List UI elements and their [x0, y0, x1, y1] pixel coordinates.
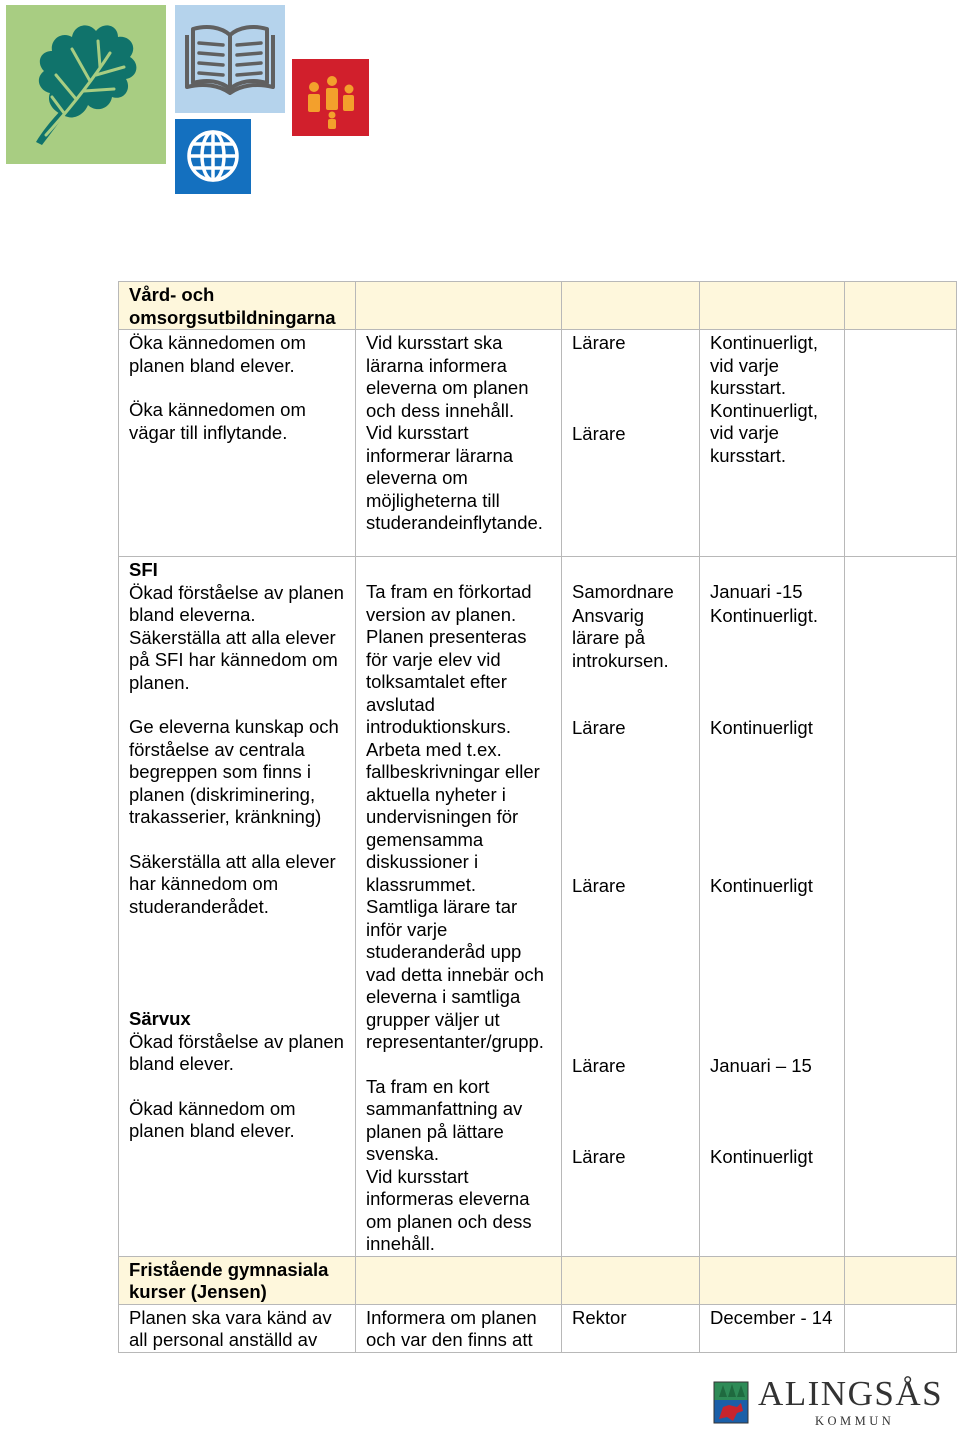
goal-cell: [119, 330, 356, 557]
oak-leaf-logo-tile: [6, 5, 166, 164]
goal-text: Ge eleverna kunskap och förståelse av centrala begreppen som finns i planen (diskriminering, trakasserier, kränkning): [129, 716, 339, 827]
spacer: [710, 559, 836, 581]
action-text: Ta fram en kort sammanfattning av planen på lättare svenska.: [366, 1075, 523, 1164]
action-text: Ta fram en förkortad version av planen.: [366, 581, 532, 625]
empty-cell: [845, 557, 957, 1257]
action-text: Samtliga lärare tar inför varje studeranderåd upp vad detta innebär och eleverna i samtliga grupper väljer ut representanter/grupp.: [366, 896, 544, 1052]
timeline-text: Kontinuerligt: [710, 874, 813, 896]
empty-cell: [845, 330, 957, 557]
timeline-text: Kontinuerligt: [710, 717, 813, 738]
oak-leaf-icon: [6, 5, 166, 164]
section-heading-row: [119, 1256, 957, 1304]
section-heading-sfi: SFI: [129, 559, 158, 580]
timeline-text: Kontinuerligt, vid varje kursstart.: [710, 399, 818, 466]
timeline-text: Januari – 15: [710, 1055, 812, 1076]
table-row: [119, 330, 957, 557]
spacer: [366, 559, 553, 581]
action-text: Vid kursstart informeras eleverna om planen och dess innehåll.: [366, 1165, 532, 1254]
responsible-text: Rektor: [572, 1306, 627, 1328]
open-book-logo-tile: [175, 5, 285, 113]
spacer: [572, 672, 691, 717]
goal-cell: [119, 1304, 356, 1352]
goal-text: Öka kännedomen om planen bland elever.: [129, 332, 306, 376]
globe-logo-tile: [175, 119, 251, 194]
empty-cell: [562, 282, 700, 330]
family-icon: [292, 59, 369, 136]
action-text: Informera om planen och var den finns att: [366, 1306, 537, 1350]
action-text: Arbeta med t.ex. fallbeskrivningar eller aktuella nyheter i undervisningen för gemensamma diskussioner i klassrummet.: [366, 738, 540, 895]
action-cell: [356, 330, 562, 557]
responsible-text: Lärare: [572, 422, 626, 444]
spacer: [572, 1078, 691, 1146]
action-text: Planen presenteras för varje elev vid tolksamtalet efter avslutad introduktionskurs.: [366, 626, 527, 737]
spacer: [129, 829, 347, 851]
timeline-cell: [700, 1304, 845, 1352]
empty-cell: [845, 282, 957, 330]
responsible-cell: [562, 1304, 700, 1352]
spacer: [572, 355, 691, 423]
timeline-text: Kontinuerligt: [710, 1145, 813, 1167]
spacer: [572, 559, 691, 581]
table-row: [119, 557, 957, 1257]
goal-text: Säkerställa att alla elever har kännedom om studeranderådet.: [129, 850, 336, 917]
empty-cell: [356, 282, 562, 330]
brand-name: ALINGSÅS: [758, 1374, 944, 1413]
empty-cell: [845, 1304, 957, 1352]
timeline-cell: [700, 330, 845, 557]
section-heading-row: [119, 282, 957, 330]
globe-icon: [175, 119, 251, 194]
spacer: [129, 1076, 347, 1098]
goal-text: Ökad förståelse av planen bland eleverna.: [129, 581, 344, 625]
timeline-cell: [700, 557, 845, 1257]
empty-cell: [700, 282, 845, 330]
empty-cell: [562, 1256, 700, 1304]
spacer: [129, 377, 347, 399]
goal-text: Planen ska vara känd av all personal anställd av: [129, 1306, 332, 1350]
brand-subtitle: KOMMUN: [815, 1414, 895, 1428]
section-heading-sarvux: Särvux: [129, 1008, 191, 1029]
alingsas-crest-icon: [713, 1381, 749, 1425]
table-row: [119, 1304, 957, 1352]
timeline-text: Januari -15: [710, 581, 803, 602]
responsible-text: Lärare: [572, 717, 626, 738]
alingsas-kommun-logo: [713, 1374, 948, 1428]
responsible-text: Ansvarig lärare på introkursen.: [572, 604, 669, 671]
spacer: [710, 740, 836, 875]
goal-text: Ökad kännedom om planen bland elever.: [129, 1097, 296, 1141]
family-logo-tile: [292, 59, 369, 136]
open-book-icon: [175, 5, 285, 113]
empty-cell: [845, 1256, 957, 1304]
spacer: [710, 897, 836, 1055]
timeline-text: December - 14: [710, 1306, 833, 1328]
section-heading-vard: Vård- och omsorgsutbildningarna: [129, 284, 336, 328]
responsible-text: Lärare: [572, 874, 626, 896]
spacer: [572, 740, 691, 875]
action-text: Vid kursstart ska lärarna informera eleverna om planen och dess innehåll.: [366, 332, 529, 421]
spacer: [710, 627, 836, 717]
timeline-text: Kontinuerligt, vid varje kursstart.: [710, 332, 818, 398]
empty-cell: [700, 1256, 845, 1304]
spacer: [572, 897, 691, 1055]
action-cell: [356, 557, 562, 1257]
action-cell: [356, 1304, 562, 1352]
goal-cell: [119, 557, 356, 1257]
equality-plan-table: [118, 281, 957, 1353]
section-heading-cell: [119, 1256, 356, 1304]
goal-text: Säkerställa att alla elever på SFI har kännedom om planen.: [129, 626, 338, 693]
spacer: [710, 1078, 836, 1146]
section-heading-cell: [119, 282, 356, 330]
empty-cell: [356, 1256, 562, 1304]
responsible-cell: [562, 557, 700, 1257]
spacer: [129, 918, 347, 1008]
responsible-cell: [562, 330, 700, 557]
goal-text: Öka kännedomen om vägar till inflytande.: [129, 399, 306, 443]
responsible-text: Lärare: [572, 332, 626, 353]
section-heading-fristaende: Fristående gymnasiala kurser (Jensen): [129, 1258, 329, 1302]
spacer: [129, 694, 347, 716]
action-text: Vid kursstart informerar lärarna eleverna om möjligheterna till studerandeinflytande.: [366, 422, 543, 533]
spacer: [366, 1054, 553, 1076]
timeline-text: Kontinuerligt.: [710, 604, 818, 626]
responsible-text: Samordnare: [572, 581, 674, 602]
responsible-text: Lärare: [572, 1145, 626, 1167]
goal-text: Ökad förståelse av planen bland elever.: [129, 1030, 344, 1074]
responsible-text: Lärare: [572, 1055, 626, 1076]
